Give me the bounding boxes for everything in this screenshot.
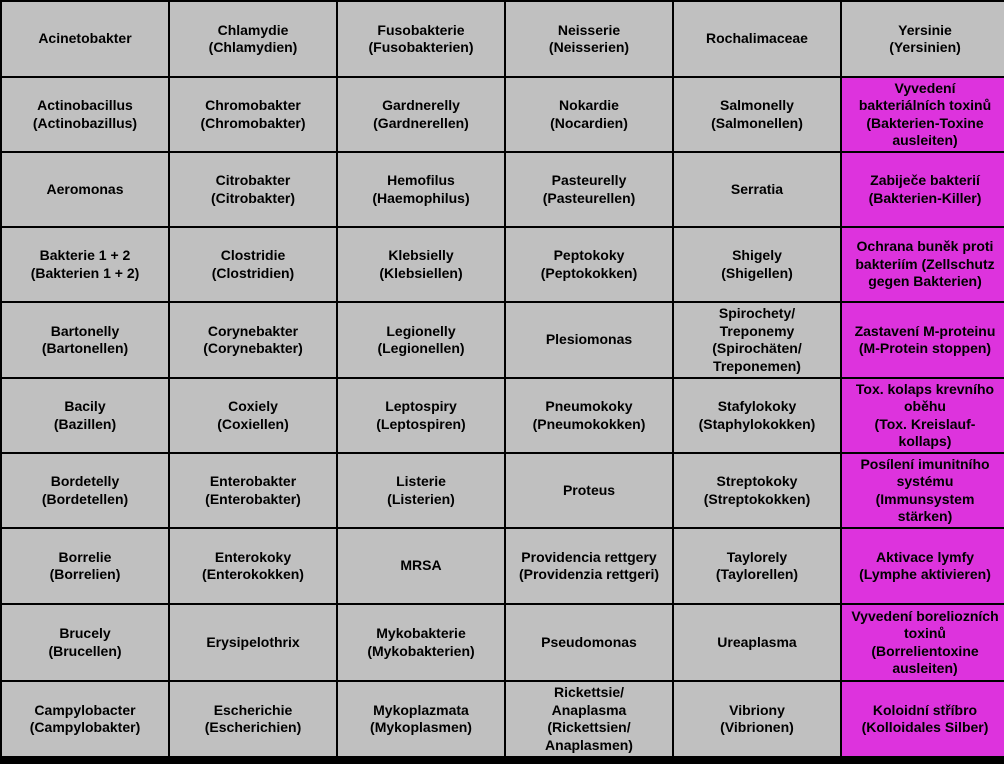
program-cell[interactable] bbox=[842, 379, 1004, 452]
cell-label: Ureaplasma bbox=[717, 633, 797, 650]
cell-label: Ochrana buněk proti bakteriím (Zellschutz gegen Bakterien) bbox=[855, 238, 995, 290]
table-cell[interactable] bbox=[170, 605, 336, 680]
table-cell[interactable] bbox=[338, 379, 504, 452]
cell-label: Spirochety/ Treponemy (Spirochäten/ Treponemen) bbox=[712, 305, 802, 374]
cell-label: Vibriony (Vibrionen) bbox=[720, 701, 794, 735]
table-cell[interactable] bbox=[2, 454, 168, 527]
cell-label: Klebsielly (Klebsiellen) bbox=[379, 247, 463, 281]
table-cell[interactable] bbox=[2, 153, 168, 226]
cell-label: Coxiely (Coxiellen) bbox=[217, 398, 289, 432]
table-cell[interactable] bbox=[338, 529, 504, 603]
cell-label: Gardnerelly (Gardnerellen) bbox=[373, 97, 469, 131]
program-cell[interactable] bbox=[842, 529, 1004, 603]
table-cell[interactable] bbox=[506, 153, 672, 226]
table-cell[interactable] bbox=[338, 153, 504, 226]
cell-label: Yersinie (Yersinien) bbox=[889, 21, 961, 55]
cell-label: Pneumokoky (Pneumokokken) bbox=[532, 398, 646, 432]
cell-label: Chlamydie (Chlamydien) bbox=[208, 21, 298, 55]
cell-label: MRSA bbox=[400, 557, 442, 574]
table-cell[interactable] bbox=[842, 2, 1004, 76]
cell-label: Enterokoky (Enterokokken) bbox=[202, 548, 304, 582]
cell-label: Erysipelothrix bbox=[206, 633, 300, 650]
cell-label: Nokardie (Nocardien) bbox=[550, 97, 628, 131]
table-cell[interactable] bbox=[2, 78, 168, 151]
table-cell[interactable] bbox=[338, 78, 504, 151]
table-cell[interactable] bbox=[170, 153, 336, 226]
cell-label: Koloidní stříbro (Kolloidales Silber) bbox=[861, 701, 989, 735]
cell-label: Brucely (Brucellen) bbox=[48, 625, 122, 659]
table-cell[interactable] bbox=[170, 2, 336, 76]
cell-label: Listerie (Listerien) bbox=[387, 473, 455, 507]
cell-label: Salmonelly (Salmonellen) bbox=[711, 97, 803, 131]
cell-label: Hemofilus (Haemophilus) bbox=[372, 172, 470, 206]
table-cell[interactable] bbox=[2, 2, 168, 76]
cell-label: Serratia bbox=[730, 180, 784, 197]
cell-label: Acinetobakter bbox=[38, 30, 132, 47]
table-cell[interactable] bbox=[674, 78, 840, 151]
cell-label: Neisserie (Neisserien) bbox=[548, 21, 630, 55]
program-cell[interactable] bbox=[842, 78, 1004, 151]
table-cell[interactable] bbox=[2, 379, 168, 452]
table-cell[interactable] bbox=[170, 454, 336, 527]
cell-label: Stafylokoky (Staphylokokken) bbox=[698, 398, 816, 432]
cell-label: Tox. kolaps krevního oběhu (Tox. Kreislauf- kollaps) bbox=[855, 380, 995, 449]
cell-label: Leptospiry (Leptospiren) bbox=[376, 398, 466, 432]
table-cell[interactable] bbox=[170, 682, 336, 756]
program-cell[interactable] bbox=[842, 682, 1004, 756]
table-cell[interactable] bbox=[2, 228, 168, 301]
cell-label: Corynebakter (Corynebakter) bbox=[203, 322, 303, 356]
cell-label: Legionelly (Legionellen) bbox=[377, 322, 465, 356]
table-cell[interactable] bbox=[170, 78, 336, 151]
table-cell[interactable] bbox=[674, 529, 840, 603]
table-cell[interactable] bbox=[674, 2, 840, 76]
cell-label: Pasteurelly (Pasteurellen) bbox=[542, 172, 636, 206]
cell-label: Streptokoky (Streptokokken) bbox=[703, 473, 811, 507]
cell-label: Rochalimaceae bbox=[706, 30, 808, 47]
cell-label: Aeromonas bbox=[46, 180, 124, 197]
table-cell[interactable] bbox=[170, 379, 336, 452]
cell-label: Actinobacillus (Actinobazillus) bbox=[32, 97, 138, 131]
cell-label: Proteus bbox=[562, 481, 616, 498]
cell-label: Zabiječe bakterií (Bakterien-Killer) bbox=[868, 172, 982, 206]
cell-label: Providencia rettgery (Providenzia rettgeri) bbox=[518, 548, 660, 582]
cell-label: Mykoplazmata (Mykoplasmen) bbox=[370, 701, 472, 735]
cell-label: Mykobakterie (Mykobakterien) bbox=[367, 625, 475, 659]
cell-label: Vyvedení boreliozních toxinů (Borrelientoxine ausleiten) bbox=[851, 607, 999, 676]
cell-label: Rickettsie/ Anaplasma (Rickettsien/ Anaplasmen) bbox=[545, 684, 633, 753]
table-cell[interactable] bbox=[674, 454, 840, 527]
cell-label: Taylorely (Taylorellen) bbox=[715, 548, 799, 582]
table-cell[interactable] bbox=[674, 228, 840, 301]
table-cell[interactable] bbox=[506, 605, 672, 680]
table-cell[interactable] bbox=[506, 2, 672, 76]
cell-label: Fusobakterie (Fusobakterien) bbox=[368, 21, 474, 55]
cell-label: Citrobakter (Citrobakter) bbox=[210, 172, 295, 206]
cell-label: Bartonelly (Bartonellen) bbox=[41, 322, 129, 356]
table-cell[interactable] bbox=[506, 682, 672, 756]
cell-label: Bordetelly (Bordetellen) bbox=[41, 473, 129, 507]
cell-label: Chromobakter (Chromobakter) bbox=[200, 97, 306, 131]
cell-label: Escherichie (Escherichien) bbox=[204, 701, 302, 735]
cell-label: Clostridie (Clostridien) bbox=[211, 247, 295, 281]
program-cell[interactable] bbox=[842, 303, 1004, 377]
table-cell[interactable] bbox=[338, 303, 504, 377]
table-cell[interactable] bbox=[506, 228, 672, 301]
table-cell[interactable] bbox=[170, 228, 336, 301]
program-cell[interactable] bbox=[842, 454, 1004, 527]
cell-label: Posílení imunitního systému (Immunsystem stärken) bbox=[860, 455, 990, 524]
program-cell[interactable] bbox=[842, 605, 1004, 680]
table-cell[interactable] bbox=[506, 78, 672, 151]
table-cell[interactable] bbox=[338, 454, 504, 527]
table-cell[interactable] bbox=[2, 303, 168, 377]
table-cell[interactable] bbox=[338, 605, 504, 680]
cell-label: Bacily (Bazillen) bbox=[53, 398, 117, 432]
cell-label: Borrelie (Borrelien) bbox=[49, 548, 121, 582]
table-cell[interactable] bbox=[170, 303, 336, 377]
cell-label: Bakterie 1 + 2 (Bakterien 1 + 2) bbox=[30, 247, 140, 281]
table-cell[interactable] bbox=[2, 605, 168, 680]
table-cell[interactable] bbox=[674, 682, 840, 756]
cell-label: Peptokoky (Peptokokken) bbox=[540, 247, 638, 281]
table-cell[interactable] bbox=[674, 303, 840, 377]
table-cell[interactable] bbox=[506, 454, 672, 527]
cell-label: Enterobakter (Enterobakter) bbox=[205, 473, 301, 507]
cell-label: Shigely (Shigellen) bbox=[721, 247, 793, 281]
cell-label: Aktivace lymfy (Lymphe aktivieren) bbox=[859, 548, 991, 582]
table-cell[interactable] bbox=[170, 529, 336, 603]
table-cell[interactable] bbox=[506, 303, 672, 377]
table-cell[interactable] bbox=[674, 379, 840, 452]
table-cell[interactable] bbox=[674, 153, 840, 226]
table-cell[interactable] bbox=[338, 682, 504, 756]
program-cell[interactable] bbox=[842, 228, 1004, 301]
cell-label: Campylobacter (Campylobakter) bbox=[29, 701, 141, 735]
table-cell[interactable] bbox=[506, 529, 672, 603]
table-cell[interactable] bbox=[506, 379, 672, 452]
table-cell[interactable] bbox=[2, 529, 168, 603]
cell-label: Zastavení M-proteinu (M-Protein stoppen) bbox=[854, 322, 996, 356]
cell-label: Pseudomonas bbox=[541, 633, 637, 650]
program-cell[interactable] bbox=[842, 153, 1004, 226]
table-cell[interactable] bbox=[674, 605, 840, 680]
cell-label: Vyvedení bakteriálních toxinů (Bakterien-Toxine ausleiten) bbox=[858, 79, 992, 148]
cell-label: Plesiomonas bbox=[545, 331, 633, 348]
table-cell[interactable] bbox=[338, 2, 504, 76]
table-cell[interactable] bbox=[2, 682, 168, 756]
table-cell[interactable] bbox=[338, 228, 504, 301]
